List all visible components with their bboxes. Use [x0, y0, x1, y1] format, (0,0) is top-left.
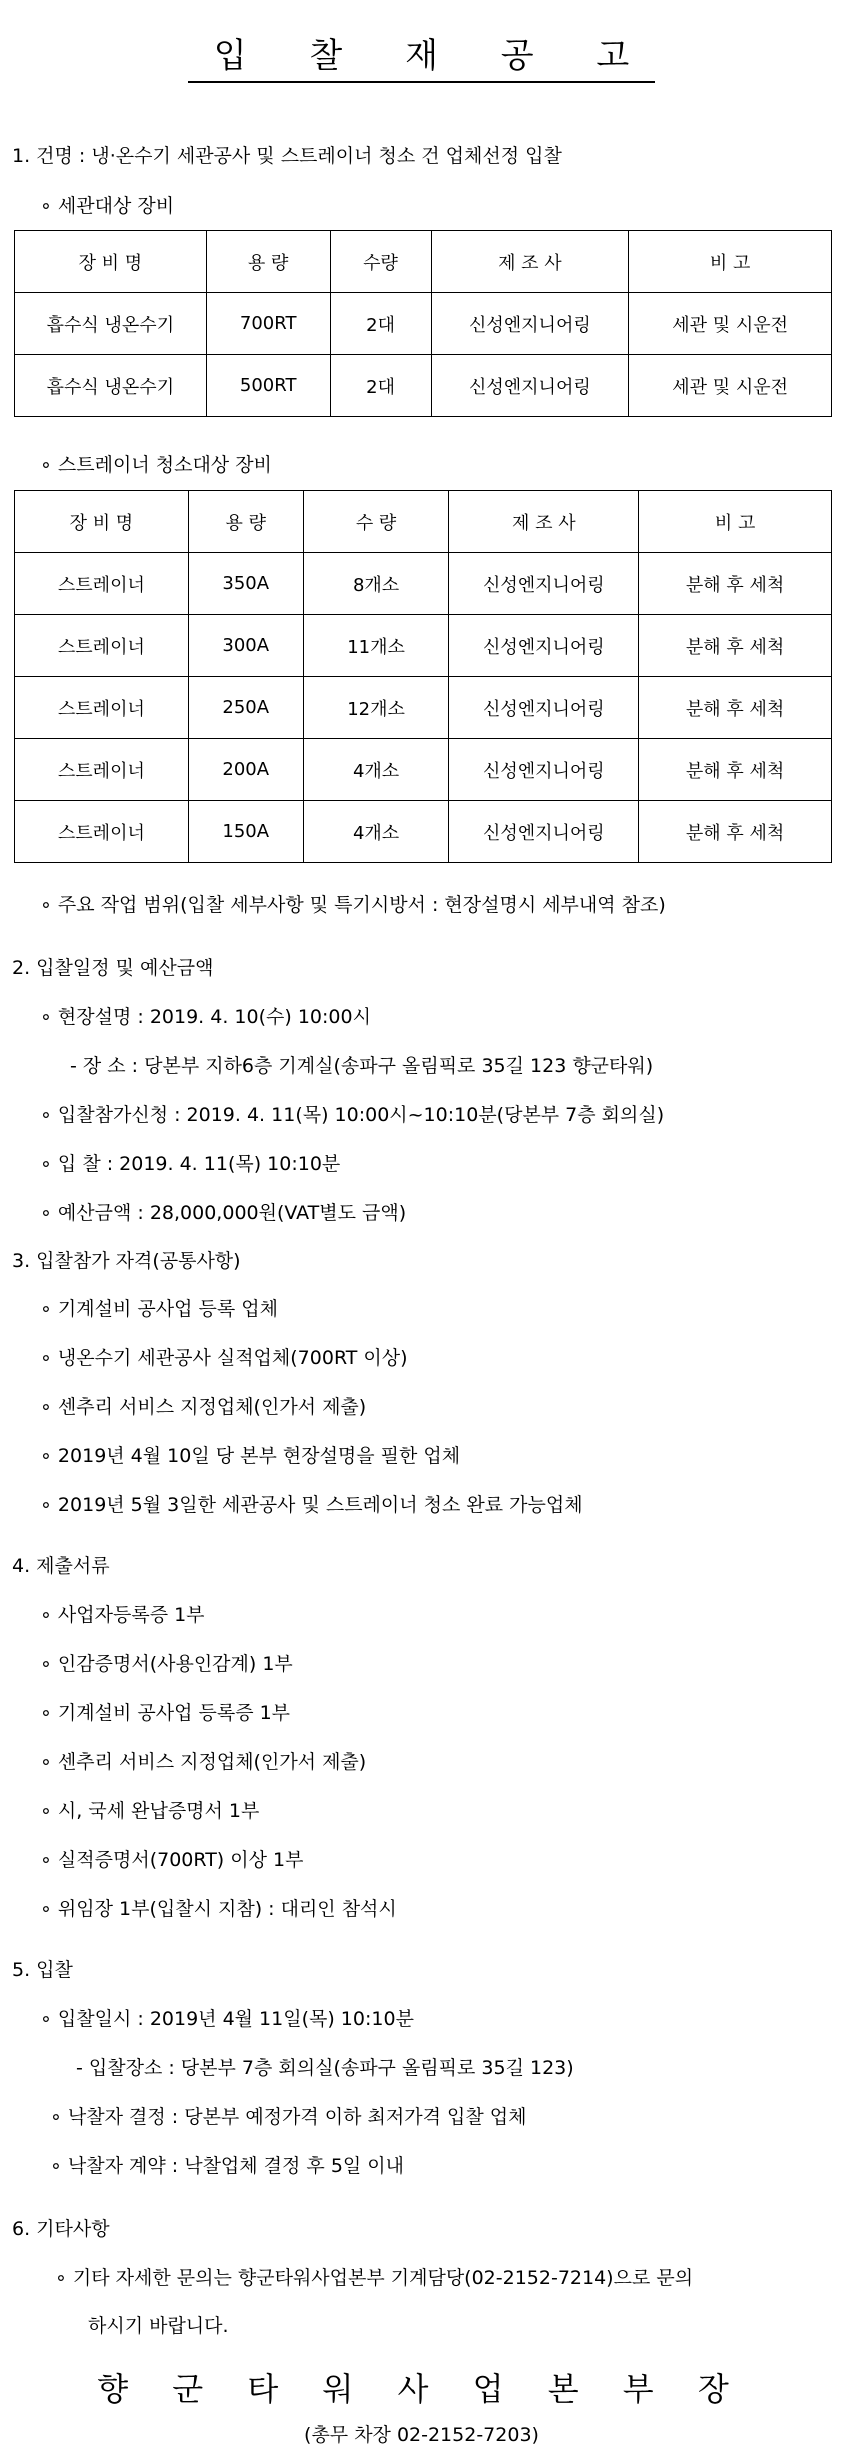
inquiry-note: ∘ 기타 자세한 문의는 향군타워사업본부 기계담당(02-2152-7214)으로 문의	[55, 2267, 694, 2289]
list-item: ∘ 센추리 서비스 지정업체(인가서 제출)	[40, 1396, 367, 1418]
table-cell: 분해 후 세척	[639, 553, 832, 615]
list-item: ∘ 기계설비 공사업 등록 업체	[40, 1298, 278, 1320]
table-cell: 4개소	[303, 739, 449, 801]
list-item: ∘ 시, 국세 완납증명서 1부	[40, 1800, 260, 1822]
budget-item: ∘ 예산금액 : 28,000,000원(VAT별도 금액)	[40, 1202, 407, 1224]
table-cell: 스트레이너	[15, 739, 189, 801]
bid-date-item: ∘ 입 찰 : 2019. 4. 11(목) 10:10분	[40, 1153, 341, 1175]
winner-decision-item: ∘ 낙찰자 결정 : 당본부 예정가격 이하 최저가격 입찰 업체	[50, 2106, 527, 2128]
col-header-manufacturer: 제 조 사	[449, 491, 639, 553]
col-header-remarks: 비 고	[629, 231, 832, 293]
list-item: ∘ 인감증명서(사용인감계) 1부	[40, 1653, 293, 1675]
page-title-text: 입 찰 재 공 고	[188, 28, 655, 83]
table-cell: 8개소	[303, 553, 449, 615]
table-cell: 200A	[188, 739, 303, 801]
table-cell: 스트레이너	[15, 677, 189, 739]
table-cell: 150A	[188, 801, 303, 863]
col-header-equipment: 장 비 명	[15, 231, 207, 293]
table-cell: 350A	[188, 553, 303, 615]
site-briefing-item: ∘ 현장설명 : 2019. 4. 10(수) 10:00시	[40, 1006, 371, 1028]
issuer-contact: (총무 차장 02-2152-7203)	[304, 2424, 539, 2446]
table-cell: 신성엔지니어링	[449, 801, 639, 863]
list-item: ∘ 센추리 서비스 지정업체(인가서 제출)	[40, 1751, 367, 1773]
table-row	[15, 355, 832, 417]
table-cell: 흡수식 냉온수기	[15, 355, 207, 417]
table-cell: 스트레이너	[15, 615, 189, 677]
bid-location-item: - 입찰장소 : 당본부 7층 회의실(송파구 올림픽로 35길 123)	[76, 2057, 574, 2079]
section-3-heading: 3. 입찰참가 자격(공통사항)	[12, 1250, 241, 1272]
list-item: ∘ 냉온수기 세관공사 실적업체(700RT 이상)	[40, 1347, 408, 1369]
table-cell: 분해 후 세척	[639, 739, 832, 801]
table-row	[15, 801, 832, 863]
table-cell: 신성엔지니어링	[431, 355, 629, 417]
inquiry-note-continued: 하시기 바랍니다.	[88, 2315, 229, 2337]
table-cell: 분해 후 세척	[639, 801, 832, 863]
list-item: ∘ 2019년 4월 10일 당 본부 현장설명을 필한 업체	[40, 1445, 461, 1467]
table-cell: 12개소	[303, 677, 449, 739]
strainer-equipment-table	[14, 490, 832, 863]
section-1-sub-descaling: ∘ 세관대상 장비	[40, 195, 175, 217]
work-scope-note: ∘ 주요 작업 범위(입찰 세부사항 및 특기시방서 : 현장설명시 세부내역 참조)	[40, 894, 666, 916]
list-item: ∘ 위임장 1부(입찰시 지참) : 대리인 참석시	[40, 1898, 397, 1920]
col-header-equipment: 장 비 명	[15, 491, 189, 553]
col-header-quantity: 수량	[330, 231, 431, 293]
issuer-name: 향 군 타 워 사 업 본 부 장	[97, 2370, 746, 2408]
table-cell: 2대	[330, 293, 431, 355]
table-header-row	[15, 491, 832, 553]
table-cell: 분해 후 세척	[639, 615, 832, 677]
page-title	[0, 28, 843, 83]
table-cell: 스트레이너	[15, 553, 189, 615]
list-item: ∘ 2019년 5월 3일한 세관공사 및 스트레이너 청소 완료 가능업체	[40, 1494, 583, 1516]
table-cell: 신성엔지니어링	[449, 677, 639, 739]
bid-datetime-item: ∘ 입찰일시 : 2019년 4월 11일(목) 10:10분	[40, 2008, 414, 2030]
table-cell: 세관 및 시운전	[629, 355, 832, 417]
col-header-quantity: 수 량	[303, 491, 449, 553]
list-item: ∘ 사업자등록증 1부	[40, 1604, 205, 1626]
table-cell: 신성엔지니어링	[449, 553, 639, 615]
table-row	[15, 553, 832, 615]
table-header-row	[15, 231, 832, 293]
table-cell: 250A	[188, 677, 303, 739]
bid-registration-item: ∘ 입찰참가신청 : 2019. 4. 11(목) 10:00시~10:10분(당본부 7층 회의실)	[40, 1104, 665, 1126]
section-5-heading: 5. 입찰	[12, 1959, 73, 1981]
list-item: ∘ 실적증명서(700RT) 이상 1부	[40, 1849, 304, 1871]
section-6-heading: 6. 기타사항	[12, 2218, 110, 2240]
table-row	[15, 293, 832, 355]
table-row	[15, 739, 832, 801]
table-row	[15, 615, 832, 677]
descaling-equipment-table	[14, 230, 832, 417]
table-cell: 2대	[330, 355, 431, 417]
table-cell: 500RT	[206, 355, 330, 417]
col-header-capacity: 용 량	[206, 231, 330, 293]
section-1-heading: 1. 건명 : 냉·온수기 세관공사 및 스트레이너 청소 건 업체선정 입찰	[12, 145, 562, 167]
table-cell: 4개소	[303, 801, 449, 863]
table-cell: 700RT	[206, 293, 330, 355]
list-item: ∘ 기계설비 공사업 등록증 1부	[40, 1702, 291, 1724]
col-header-remarks: 비 고	[639, 491, 832, 553]
table-cell: 300A	[188, 615, 303, 677]
table-cell: 스트레이너	[15, 801, 189, 863]
table-cell: 신성엔지니어링	[449, 739, 639, 801]
section-2-heading: 2. 입찰일정 및 예산금액	[12, 957, 214, 979]
table-cell: 신성엔지니어링	[431, 293, 629, 355]
col-header-capacity: 용 량	[188, 491, 303, 553]
table-cell: 흡수식 냉온수기	[15, 293, 207, 355]
table-cell: 신성엔지니어링	[449, 615, 639, 677]
table-cell: 11개소	[303, 615, 449, 677]
table-cell: 세관 및 시운전	[629, 293, 832, 355]
section-4-heading: 4. 제출서류	[12, 1555, 110, 1577]
winner-contract-item: ∘ 낙찰자 계약 : 낙찰업체 결정 후 5일 이내	[50, 2155, 405, 2177]
site-briefing-location: - 장 소 : 당본부 지하6층 기계실(송파구 올림픽로 35길 123 향군타워)	[70, 1055, 654, 1077]
table-cell: 분해 후 세척	[639, 677, 832, 739]
col-header-manufacturer: 제 조 사	[431, 231, 629, 293]
section-1-sub-strainer: ∘ 스트레이너 청소대상 장비	[40, 454, 272, 476]
table-row	[15, 677, 832, 739]
